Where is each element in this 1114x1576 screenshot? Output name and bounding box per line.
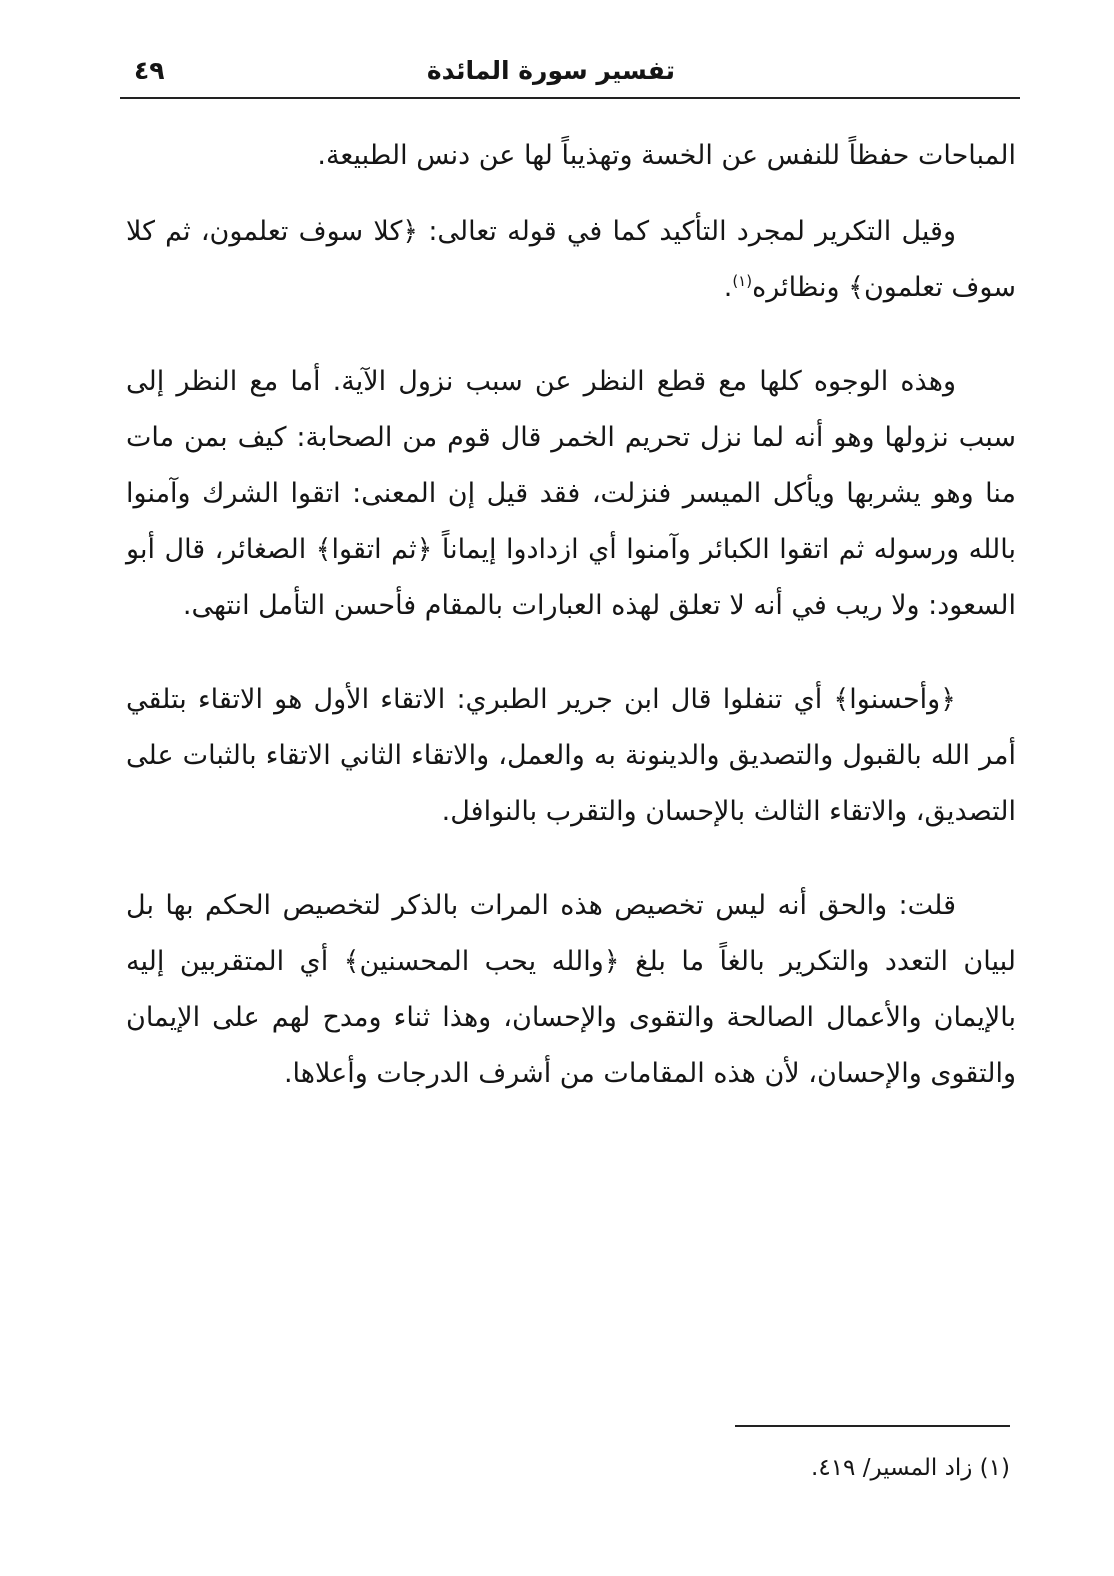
paragraph-4: ﴿وأحسنوا﴾ أي تنفلوا قال ابن جرير الطبري: الاتقاء الأول هو الاتقاء بتلقي أمر الله بالقبول والتصديق والدينونة به والعمل، والاتقاء الثاني الاتقاء بالثبات على التصديق، والاتقاء الثالث بالإحسان والتقرب بالنوافل.	[126, 684, 1016, 827]
running-header	[120, 52, 1020, 96]
running-title: تفسير سورة المائدة	[426, 56, 675, 85]
paragraph-1: المباحات حفظاً للنفس عن الخسة وتهذيباً لها عن دنس الطبيعة.	[317, 140, 1016, 171]
body-text	[126, 128, 1016, 1102]
paragraph-3: وهذه الوجوه كلها مع قطع النظر عن سبب نزول الآية. أما مع النظر إلى سبب نزولها وهو أنه لما نزل تحريم الخمر قال قوم من الصحابة: كيف بمن مات منا وهو يشربها ويأكل الميسر فنزلت، فقد قيل إن المعنى: اتقوا الشرك وآمنوا بالله ورسوله ثم اتقوا الكبائر وآمنوا أي ازدادوا إيماناً ﴿ثم اتقوا﴾ الصغائر، قال أبو السعود: ولا ريب في أنه لا تعلق لهذه العبارات بالمقام فأحسن التأمل انتهى.	[126, 366, 1016, 621]
paragraph-5: قلت: والحق أنه ليس تخصيص هذه المرات بالذكر لتخصيص الحكم بها بل لبيان التعدد والتكرير بالغاً ما بلغ ﴿والله يحب المحسنين﴾ أي المتقربين إليه بالإيمان والأعمال الصالحة والتقوى والإحسان، وهذا ثناء ومدح لهم على الإيمان والتقوى والإحسان، لأن هذه المقامات من أشرف الدرجات وأعلاها.	[126, 890, 1016, 1089]
paragraph-2-text: وقيل التكرير لمجرد التأكيد كما في قوله تعالى: ﴿كلا سوف تعلمون، ثم كلا سوف تعلمون﴾ ونظائره	[126, 216, 1016, 303]
footnote-1: (١) زاد المسير/ ٤١٩.	[811, 1455, 1010, 1481]
footnote-rule	[735, 1425, 1010, 1427]
header-rule	[120, 97, 1020, 99]
paragraph-2	[126, 204, 1016, 316]
footnote-reference-1: (١)	[732, 272, 753, 290]
paragraph-2-end: .	[723, 272, 733, 303]
page-number: ٤٩	[134, 56, 165, 85]
